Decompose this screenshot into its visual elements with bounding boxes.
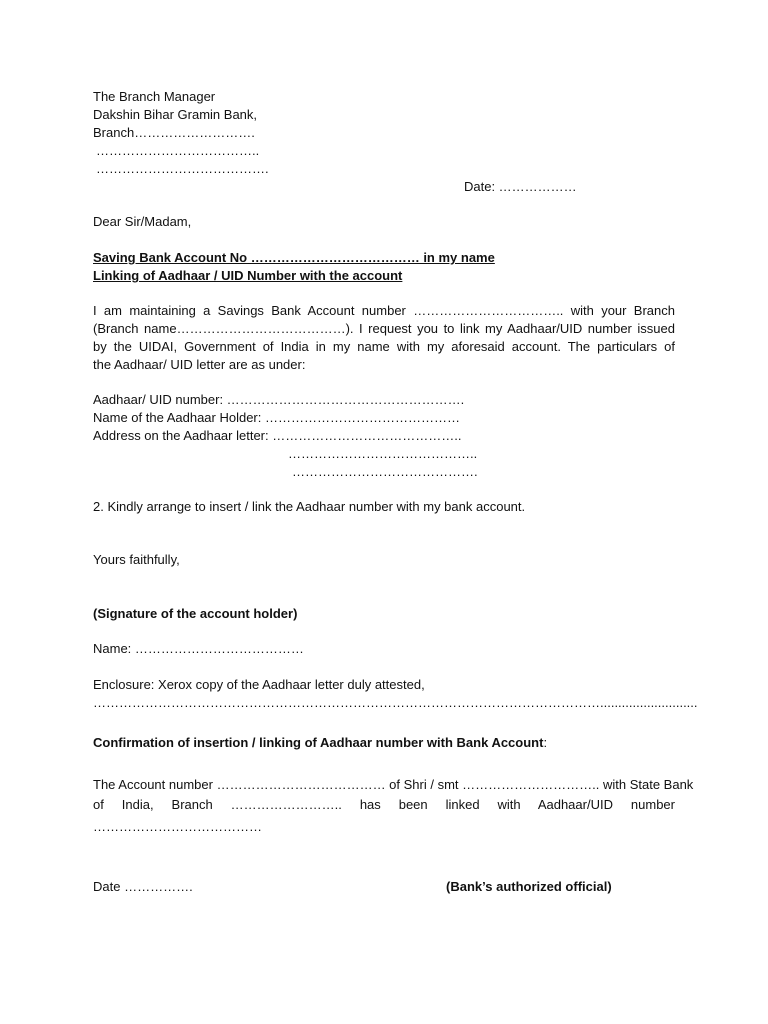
salutation: Dear Sir/Madam, xyxy=(93,214,192,229)
signature-label: (Signature of the account holder) xyxy=(93,606,298,621)
body-line-3: by the UIDAI, Government of India in my name with my aforesaid account. The particulars of xyxy=(93,339,675,354)
address-blank-2: …………………………………. xyxy=(96,161,269,176)
aadhaar-holder-name-field: Name of the Aadhaar Holder: ……………………………………… xyxy=(93,410,460,425)
subject-line-2: Linking of Aadhaar / UID Number with the account xyxy=(93,268,403,283)
confirmation-line-2: of India, Branch …………………….. has been linked with Aadhaar/UID number xyxy=(93,797,675,812)
bank-name: Dakshin Bihar Gramin Bank, xyxy=(93,107,258,122)
address-blank-1: ……………………………….. xyxy=(96,143,260,158)
enclosure-line: Enclosure: Xerox copy of the Aadhaar letter duly attested, xyxy=(93,677,425,692)
body-line-2: (Branch name…………………………………). I request you to link my Aadhaar/UID number issued xyxy=(93,321,675,336)
confirmation-heading-text: Confirmation of insertion / linking of Aadhaar number with Bank Account xyxy=(93,735,544,750)
confirmation-heading xyxy=(93,734,547,751)
footer-date-field: Date ……………. xyxy=(93,879,193,894)
aadhaar-uid-number-field: Aadhaar/ UID number: ………………………………………………. xyxy=(93,392,465,407)
bank-official-signature-label: (Bank’s authorized official) xyxy=(446,879,612,894)
request-paragraph: 2. Kindly arrange to insert / link the Aadhaar number with my bank account. xyxy=(93,499,526,514)
enclosure-blank: ………………………………………………………………………………………………………........................... xyxy=(93,695,698,710)
branch-line: Branch………………………. xyxy=(93,125,255,140)
closing: Yours faithfully, xyxy=(93,552,180,567)
body-line-1: I am maintaining a Savings Bank Account number …………………………….. with your Branch xyxy=(93,303,675,318)
body-line-4: the Aadhaar/ UID letter are as under: xyxy=(93,357,306,372)
date-field: Date: ……………… xyxy=(464,179,577,194)
aadhaar-address-blank-2: ……………………………………. xyxy=(292,464,478,479)
confirmation-line-3: ………………………………… xyxy=(93,819,262,834)
confirmation-line-1: The Account number ………………………………… of Shri / smt ………………………….. with State Bank xyxy=(93,777,694,792)
aadhaar-address-field: Address on the Aadhaar letter: …………………………………….. xyxy=(93,428,462,443)
confirmation-heading-colon: : xyxy=(543,735,548,750)
aadhaar-address-blank-1: …………………………………….. xyxy=(288,446,478,461)
recipient-title: The Branch Manager xyxy=(93,89,216,104)
subject-line-1: Saving Bank Account No ………………………………… in my name xyxy=(93,250,495,265)
name-field: Name: ………………………………… xyxy=(93,641,304,656)
